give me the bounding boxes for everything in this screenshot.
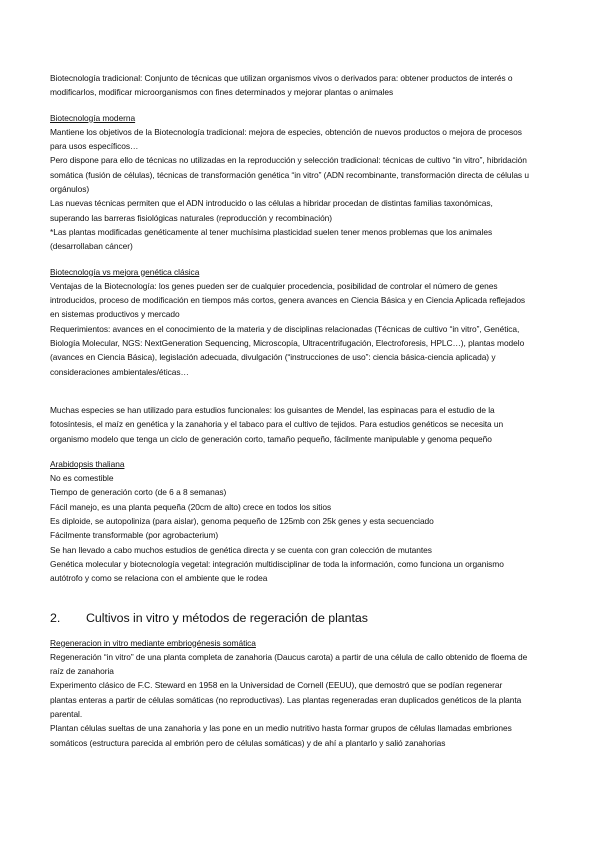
heading-biotecnologia-vs-mejora: Biotecnología vs mejora genética clásica <box>50 266 200 277</box>
heading-biotecnologia-moderna: Biotecnología moderna <box>50 112 136 123</box>
heading-arabidopsis: Arabidopsis thaliana <box>50 458 125 469</box>
intro-paragraph: Biotecnología tradicional: Conjunto de técnicas que utilizan organismos vivos o derivados para: obtener productos de interés o modificarlos, modificar microorganismos con fines determinados y mejorar plantas o animales <box>50 73 513 98</box>
paragraph: Plantan células sueltas de una zanahoria y las pone en un medio nutritivo hasta formar grupos de células llamadas embriones somáticos (estructura parecida al embrión pero de células somáticas) y de ahí a plantarlo y salió zanahorias <box>50 723 512 748</box>
paragraph: Las nuevas técnicas permiten que el ADN introducido o las células a hibridar procedan de distintas familias taxonómicas, superando las barreras fisiológicas naturales (reproducción y recombinación) <box>50 198 493 223</box>
paragraph: Requerimientos: avances en el conocimiento de la materia y de disciplinas relacionadas (Técnicas de cultivo “in vitro”, Genética, Biología Molecular, NGS: NextGeneration Sequencing, Microscopía, Ultracentrifugación, Electroforesis, HPLC…), plantas modelo (avances en Ciencia Básica), legislación adecuada, divulgación (“instrucciones de uso”: ciencia básica-ciencia aplicada) y consideraciones ambientales/éticas… <box>50 323 525 377</box>
paragraph: Mantiene los objetivos de la Biotecnología tradicional: mejora de especies, obtención de nuevos productos o mejora de procesos para usos específicos… <box>50 126 522 152</box>
paragraph: Regeneración “in vitro” de una planta completa de zanahoria (Daucus carota) a partir de una célula de callo obtenido de floema de raíz de zanahoria <box>50 651 528 677</box>
paragraph: Fácil manejo, es una planta pequeña (20cm de alto) crece en todos los sitios <box>50 501 332 512</box>
paragraph: Pero dispone para ello de técnicas no utilizadas en la reproducción y selección tradicional: técnicas de cultivo “in vitro”, hibridación somática (fusión de células), técnicas de transformación genética “in vitro” (ADN recombinante, transformación directa de células u orgánulos) <box>50 155 529 195</box>
paragraph: Fácilmente transformable (por agrobacterium) <box>50 530 219 541</box>
section-number: 2. <box>50 610 61 625</box>
paragraph: Ventajas de la Biotecnología: los genes pueden ser de cualquier procedencia, posibilidad de controlar el número de genes introducidos, proceso de modificación en tiempos más cortos, genera avances en Ciencia Básica y en Ciencia Aplicada reflejados en sistemas productivos y mercado <box>50 280 526 320</box>
paragraph: Muchas especies se han utilizado para estudios funcionales: los guisantes de Mendel, las espinacas para el estudio de la fotosíntesis, el maíz en genética y la zanahoria y el tabaco para el cultivo de tejidos. Para estudios genéticos se necesita un organismo modelo que tenga un ciclo de generación corto, tamaño pequeño, fácilmente manipulable y genoma pequeño <box>50 404 504 444</box>
paragraph: Genética molecular y biotecnología vegetal: integración multidisciplinar de toda la información, como funciona un organismo autótrofo y como se relaciona con el ambiente que le rodea <box>50 558 504 584</box>
section-title-text: Cultivos in vitro y métodos de regeración de plantas <box>86 610 368 625</box>
heading-regeneracion: Regeneracion in vitro mediante embriogénesis somática <box>50 637 256 648</box>
paragraph: Tiempo de generación corto (de 6 a 8 semanas) <box>50 487 227 498</box>
document-body <box>50 71 530 750</box>
paragraph: No es comestible <box>50 473 114 484</box>
paragraph: Experimento clásico de F.C. Steward en 1958 en la Universidad de Cornell (EEUU), que demostró que se podían regenerar plantas enteras a partir de células somáticas (no reproductivas). Las plantas regeneradas eran duplicados genéticos de la planta parental. <box>50 680 522 719</box>
paragraph: Es diploide, se autopoliniza (para aislar), genoma pequeño de 125mb con 25k genes y esta secuenciado <box>50 516 434 527</box>
section-title <box>50 610 530 626</box>
paragraph: Se han llevado a cabo muchos estudios de genética directa y se cuenta con gran colección de mutantes <box>50 544 432 555</box>
paragraph: *Las plantas modificadas genéticamente al tener muchísima plasticidad suelen tener menos problemas que los animales (desarrollaban cáncer) <box>50 226 493 252</box>
